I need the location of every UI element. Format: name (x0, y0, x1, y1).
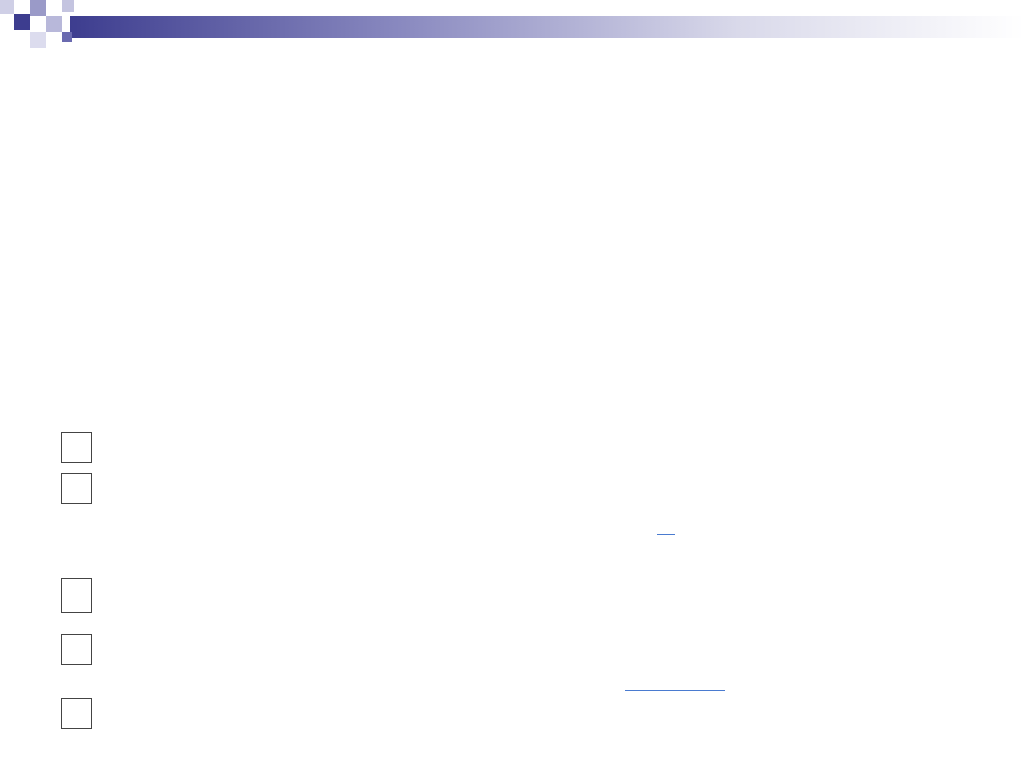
deco-square (62, 0, 74, 12)
header-gradient-bar (70, 16, 1024, 38)
deco-square (30, 0, 46, 16)
legend-swatch-green (61, 432, 92, 463)
deco-square (30, 32, 46, 48)
legend-swatch-red (61, 698, 92, 729)
deco-square (46, 16, 62, 32)
student-field (657, 516, 675, 541)
blank-underline (657, 534, 675, 535)
signature-field (625, 672, 725, 697)
blank-underline (625, 690, 725, 691)
deco-square (62, 32, 72, 42)
deco-square (14, 14, 30, 30)
legend-swatch-green (61, 578, 92, 613)
legend-swatch-red (61, 473, 92, 504)
legend-swatch-yellow (61, 634, 92, 665)
deco-square (0, 0, 14, 14)
